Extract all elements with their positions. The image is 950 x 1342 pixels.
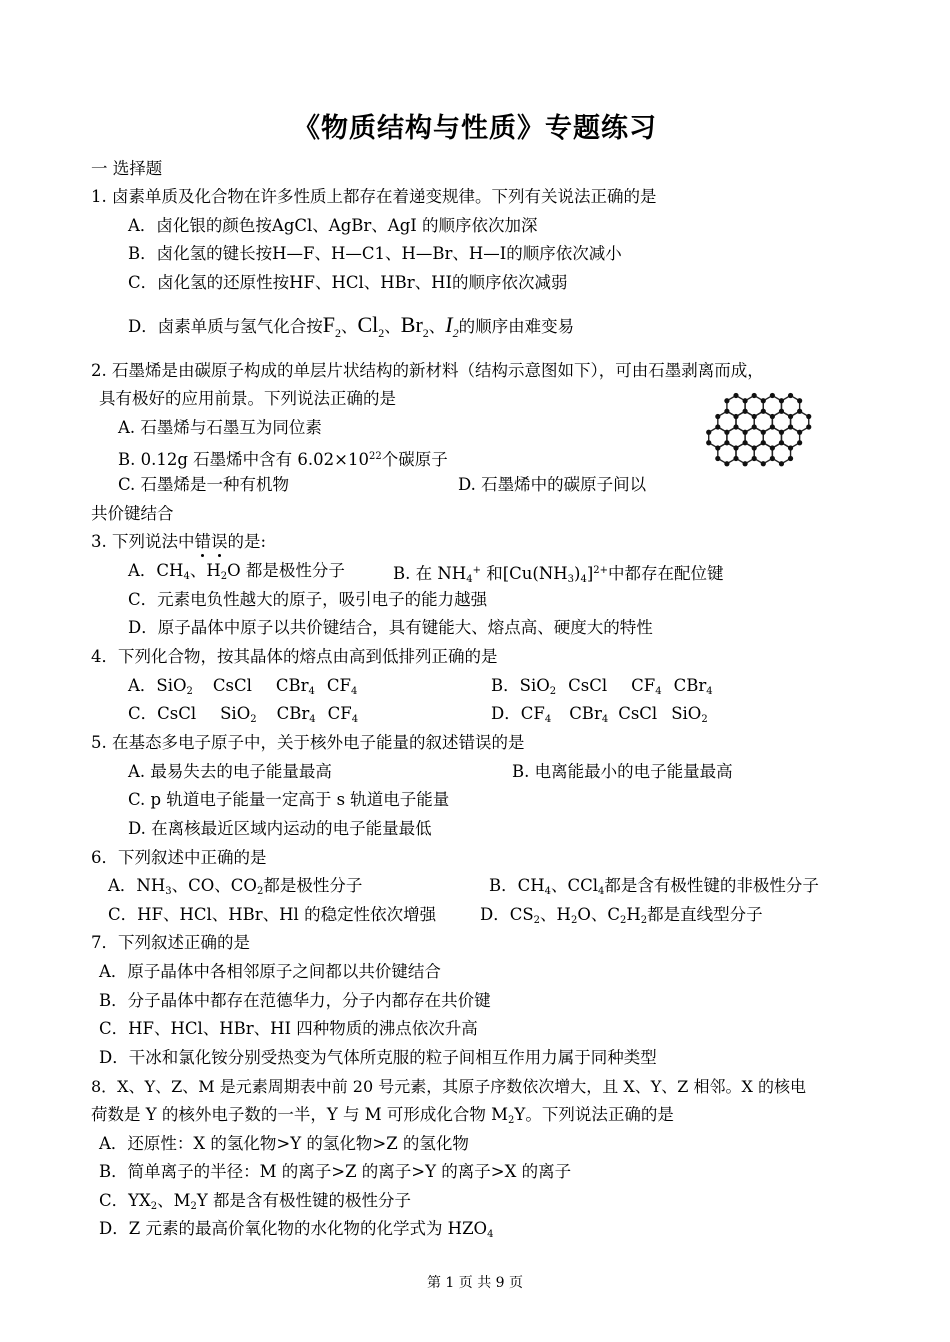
carbon-atom [806,424,811,429]
q2-b-suffix: 个碳原子 [381,450,448,469]
q8-c-text: 、M [157,1191,191,1210]
q4-compound: CBr [569,704,602,723]
carbon-atom [724,440,729,445]
carbon-atom [742,409,747,414]
q3-b-text: B. 在 NH [393,564,467,583]
q8-stem-text: 荷数是 Y 的核外电子数的一半，Y 与 M 可形成化合物 M [91,1105,509,1124]
q4-compound: CF [326,676,351,695]
q6-a-sub: 3 [165,886,172,897]
q4-compound: SiO [220,704,251,723]
q6-a-text: 都是极性分子 [263,876,363,895]
q1-option-b: B．卤化氢的键长按H—F、H—C1、H—Br、H—I的顺序依次减小 [128,244,622,263]
carbon-atom [788,445,793,450]
q3-b-sup: + [472,565,481,576]
graphene-structure-diagram [700,384,830,484]
carbon-atom [779,440,784,445]
carbon-atom [752,414,757,419]
q8-d-sub: 4 [487,1229,494,1240]
q4-sub: 4 [544,714,552,725]
q4-compound: SiO [671,704,702,723]
q6-option-d [480,904,763,932]
carbon-atom [742,440,747,445]
hexagon-ring [736,443,754,464]
q4-option-d [491,703,708,731]
q8-c-sub: 2 [190,1201,197,1212]
q8-d-text: D．Z 元素的最高价氧化物的水化物的化学式为 HZO [99,1219,488,1238]
q1-option-d [128,314,574,344]
q6-d-text: 都是直线型分子 [647,905,763,924]
q2-option-d: D. 石墨烯中的碳原子间以 [458,475,647,494]
q4-compound: SiO [519,676,550,695]
carbon-atom [752,424,757,429]
q8-stem-line2 [91,1104,674,1132]
carbon-atom [715,414,720,419]
q6-a-sub: 2 [256,886,264,897]
q4-compound: CF [520,704,545,723]
q3-a-sub: 2 [220,571,228,582]
q3-stem [91,531,266,553]
carbon-atom [770,456,775,461]
carbon-atom [779,409,784,414]
q6-a-text: A．NH [108,876,166,895]
q6-b-sub: 4 [544,886,552,897]
q2-b-exponent: 22 [368,451,382,462]
formula-cl2-sub: 2 [378,326,385,340]
carbon-atom [706,440,711,445]
carbon-atom [761,409,766,414]
formula-cl2-symbol: Cl [357,312,379,337]
q5-option-a: A. 最易失去的电子能量最高 [128,762,332,781]
carbon-atom [788,414,793,419]
q8-c-text: Y 都是含有极性键的极性分子 [196,1191,412,1210]
carbon-atom [779,461,784,466]
carbon-atom [779,430,784,435]
carbon-atom [706,430,711,435]
carbon-atom [770,414,775,419]
q4-label: A． [128,676,157,695]
q3-option-c: C．元素电负性越大的原子，吸引电子的能力越强 [128,590,488,609]
carbon-atom [788,393,793,398]
carbon-atom [797,430,802,435]
carbon-atom [752,393,757,398]
q4-label: B． [491,676,520,695]
formula-br2-symbol: Br [400,312,423,337]
q6-a-text: 、CO、CO [171,876,257,895]
q4-compound: CBr [275,676,309,695]
carbon-atom [761,430,766,435]
q1-d-suffix: 的顺序由难变易 [458,317,575,336]
formula-i2 [445,312,459,340]
q6-d-sub: 2 [533,915,541,926]
q3-b-sup: 2+ [593,565,609,576]
carbon-atom [797,440,802,445]
q3-b-text: 中都存在配位键 [608,564,724,583]
q5-option-d: D. 在离核最近区域内运动的电子能量最低 [128,819,432,838]
carbon-atom [742,461,747,466]
formula-br2-sub: 2 [422,326,429,340]
q4-label: D． [491,704,521,723]
q7-option-c: C．HF、HCl、HBr、HI 四种物质的沸点依次升高 [99,1019,478,1038]
formula-f2 [322,312,341,340]
hexagon-ring [754,443,772,464]
carbon-atom [770,393,775,398]
q6-d-text: D．CS [480,905,534,924]
carbon-atom [788,456,793,461]
section-heading: 一 选择题 [91,159,163,178]
q8-option-a: A．还原性：X 的氢化物>Y 的氢化物>Z 的氢化物 [99,1134,469,1153]
carbon-atom [733,456,738,461]
carbon-atom [715,424,720,429]
carbon-atom [724,409,729,414]
q7-option-d: D．干冰和氯化铵分别受热变为气体所克服的粒子间相互作用力属于同种类型 [99,1048,657,1067]
q4-sub: 4 [706,686,713,697]
q4-option-b [491,675,713,703]
formula-f2-symbol: F [322,312,335,337]
q8-stem-text: Y。下列说法正确的是 [514,1105,674,1124]
carbon-atom [715,456,720,461]
carbon-atom [733,393,738,398]
q4-sub: 2 [250,714,257,725]
q6-d-sub: 2 [640,915,648,926]
q4-sub: 2 [549,686,557,697]
page-title: 《物质结构与性质》专题练习 [293,113,657,144]
q6-d-text: O、C [577,905,620,924]
q3-a-sub: 4 [183,571,190,582]
q1-option-a: A．卤化银的颜色按AgCl、AgBr、AgI 的顺序依次加深 [128,216,538,235]
carbon-atom [761,461,766,466]
q3-b-text: ) [574,564,581,583]
q4-compound: SiO [156,676,187,695]
q4-compound: CsCl [212,676,252,695]
carbon-atom [724,430,729,435]
q4-option-c [128,703,358,731]
q3-stem-suffix: 的是: [227,532,267,551]
q3-option-a [128,560,345,588]
q4-compound: CF [327,704,352,723]
q7-option-a: A．原子晶体中各相邻原子之间都以共价键结合 [99,962,441,981]
q6-b-text: 都是含有极性键的非极性分子 [604,876,819,895]
q3-emphasis-char-2: 误 [211,532,228,551]
carbon-atom [724,461,729,466]
carbon-atom [770,445,775,450]
q1-d-prefix: D．卤素单质与氢气化合按 [128,317,323,336]
carbon-atom [742,430,747,435]
q4-sub: 4 [601,714,609,725]
q5-option-c: C. p 轨道电子能量一定高于 s 轨道电子能量 [128,790,450,809]
q8-option-d [99,1218,493,1246]
formula-f2-sub: 2 [334,326,341,340]
separator: 、 [384,317,401,336]
q6-d-text: H [626,905,641,924]
carbon-atom [724,398,729,403]
q5-stem: 5. 在基态多电子原子中，关于核外电子能量的叙述错误的是 [91,733,525,752]
separator: 、 [428,317,446,336]
q4-compound: CBr [276,704,310,723]
q3-b-sub: 4 [580,574,587,585]
carbon-atom [797,398,802,403]
q2-stem-line2: 具有极好的应用前景。下列说法正确的是 [99,389,396,408]
q6-b-text: 、CCl [551,876,599,895]
carbon-atom [779,398,784,403]
carbon-atom [733,414,738,419]
carbon-atom [733,424,738,429]
q3-emphasis-char-1: 错 [194,532,211,551]
q8-stem-sub: 2 [508,1115,515,1126]
q3-option-d: D．原子晶体中原子以共价键结合，具有键能大、熔点高、硬度大的特性 [128,618,653,637]
q8-c-sub: 2 [150,1201,158,1212]
q3-a-text: 、H [189,561,221,580]
q4-compound: CsCl [157,704,197,723]
carbon-atom [761,440,766,445]
q4-sub: 4 [351,714,359,725]
q6-stem: 6．下列叙述中正确的是 [91,848,267,867]
q8-stem-line1: 8．X、Y、Z、M 是元素周期表中前 20 号元素，其原子序数依次增大，且 X、Y、Z 相邻。X 的核电 [91,1077,806,1096]
carbon-atom [770,424,775,429]
hexagon-ring [718,443,736,464]
q1-option-c: C．卤化氢的还原性按HF、HCl、HBr、HI的顺序依次减弱 [128,273,568,292]
q4-sub: 4 [351,686,358,697]
q4-compound: CsCl [568,676,608,695]
q6-d-text: 、H [540,905,571,924]
separator: 、 [340,317,358,336]
q6-option-b [489,875,819,903]
q6-b-sub: 4 [598,886,605,897]
q2-b-prefix: B. 0.12g 石墨烯中含有 6.02×10 [118,450,369,469]
carbon-atom [797,409,802,414]
q4-sub: 4 [309,714,316,725]
q4-compound: CsCl [618,704,658,723]
q1-stem: 1. 卤素单质及化合物在许多性质上都存在着递变规律。下列有关说法正确的是 [91,187,657,206]
q3-a-text: O 都是极性分子 [227,561,345,580]
q3-b-sub: 4 [466,574,473,585]
q4-option-a [128,675,357,703]
q4-sub: 4 [308,686,315,697]
carbon-atom [788,424,793,429]
q4-sub: 2 [186,686,193,697]
carbon-atom [806,414,811,419]
q3-b-sub: 3 [567,574,575,585]
formula-cl2 [357,312,385,340]
q3-stem-prefix: 3. 下列说法中 [91,532,195,551]
q3-a-text: A．CH [128,561,184,580]
q3-option-b [393,560,724,591]
q4-sub: 4 [655,686,662,697]
q5-option-b: B. 电离能最小的电子能量最高 [512,762,733,781]
q2-option-d-continued: 共价键结合 [91,504,174,523]
q2-option-b [118,446,448,471]
graphene-lattice [709,396,809,464]
carbon-atom [752,456,757,461]
q4-sub: 2 [701,714,708,725]
formula-i2-symbol: I [445,312,453,337]
q4-label: C． [128,704,158,723]
q4-stem: 4．下列化合物，按其晶体的熔点由高到低排列正确的是 [91,647,498,666]
hexagon-ring [772,443,790,464]
q2-option-a: A. 石墨烯与石墨互为同位素 [118,418,322,437]
q4-compound: CBr [673,676,707,695]
q2-option-c: C. 石墨烯是一种有机物 [118,475,290,494]
carbon-atom [742,398,747,403]
q6-option-c: C．HF、HCl、HBr、Hl 的稳定性依次增强 [108,905,437,924]
q8-option-b: B．简单离子的半径：M 的离子>Z 的离子>Y 的离子>X 的离子 [99,1162,572,1181]
q8-c-text: C．YX [99,1191,151,1210]
q6-option-a [108,875,362,903]
carbon-atom [752,445,757,450]
q4-compound: CF [631,676,656,695]
formula-i2-sub: 2 [452,326,459,340]
q3-b-text: 和[Cu(NH [480,564,568,583]
carbon-atom [733,445,738,450]
q6-d-sub: 2 [570,915,578,926]
page-footer: 第 1 页 共 9 页 [426,1275,524,1291]
carbon-atom [715,445,720,450]
formula-br2 [400,312,429,340]
q2-stem-line1: 2. 石墨烯是由碳原子构成的单层片状结构的新材料（结构示意图如下），可由石墨剥离而成， [91,361,764,380]
q7-option-b: B．分子晶体中都存在范德华力，分子内都存在共价键 [99,991,491,1010]
q7-stem: 7．下列叙述正确的是 [91,933,250,952]
carbon-atom [761,398,766,403]
q6-d-sub: 2 [619,915,627,926]
q3-b-text: ] [586,564,594,583]
q8-option-c [99,1190,411,1218]
q6-b-text: B．CH [489,876,545,895]
